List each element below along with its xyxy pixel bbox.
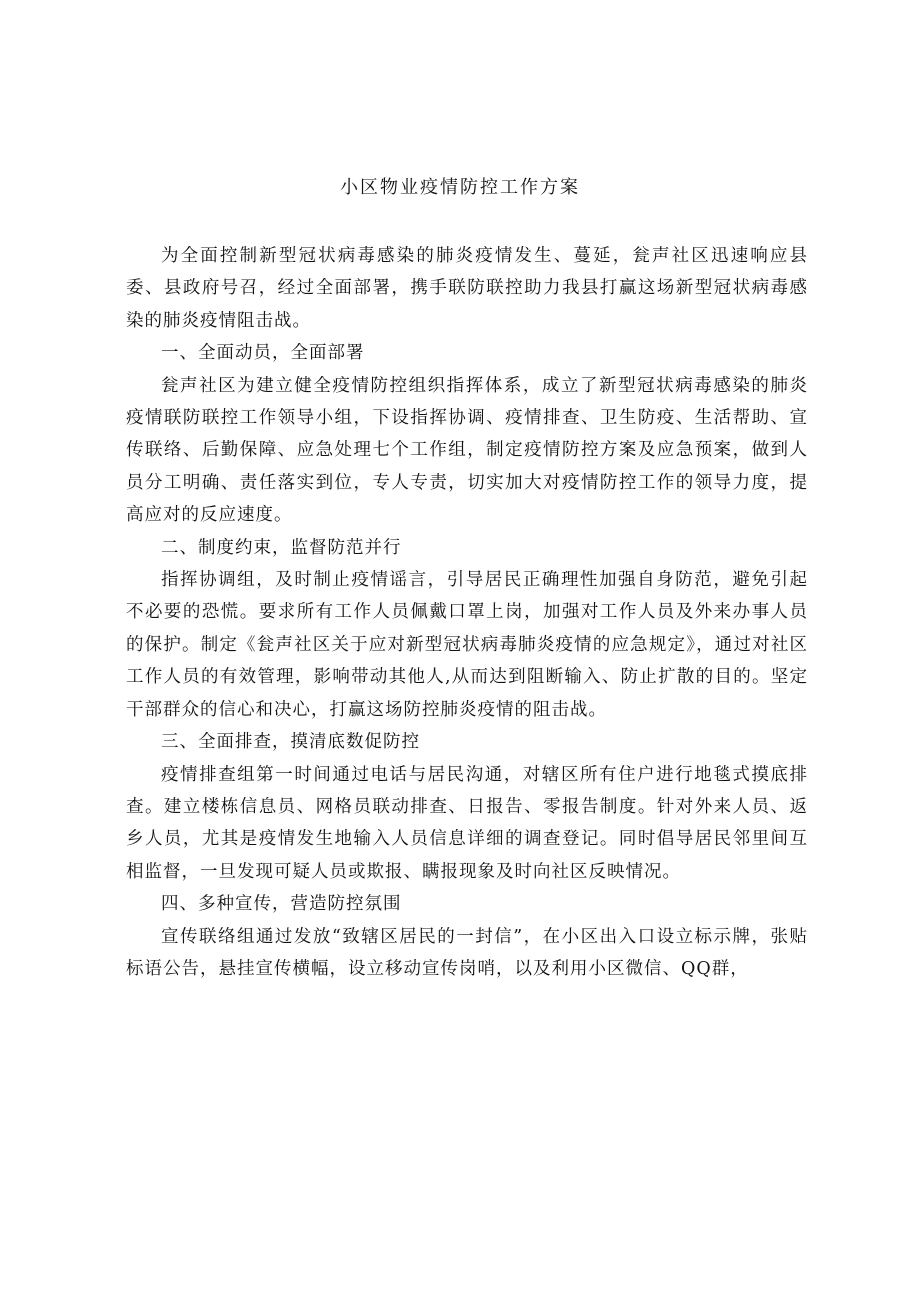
section-paragraph-4: 宣传联络组通过发放“致辖区居民的一封信”，在小区出入口设立标示牌，张贴标语公告，悬挂宣传横幅，设立移动宣传岗哨，以及利用小区微信、QQ群，: [126, 926, 808, 979]
section-heading-1: 一、全面动员，全面部署: [161, 343, 365, 364]
intro-paragraph: 为全面控制新型冠状病毒感染的肺炎疫情发生、蔓延，瓮声社区迅速响应县委、县政府号召，经过全面部署，携手联防联控助力我县打赢这场新型冠状病毒感染的肺炎疫情阻击战。: [126, 246, 808, 331]
section-heading-4: 四、多种宣传，营造防控氛围: [161, 894, 402, 915]
document-body: [126, 240, 808, 985]
document-title: 小区物业疫情防控工作方案: [340, 177, 580, 198]
section-heading-2: 二、制度约束，监督防范并行: [161, 537, 402, 558]
section-paragraph-3: 疫情排查组第一时间通过电话与居民沟通，对辖区所有住户进行地毯式摸底排查。建立楼栋信息员、网格员联动排查、日报告、零报告制度。针对外来人员、返乡人员，尤其是疫情发生地输入人员信息详细的调查登记。同时倡导居民邻里间互相监督，一旦发现可疑人员或欺报、瞒报现象及时向社区反映情况。: [126, 764, 808, 882]
section-heading-3: 三、全面排查，摸清底数促防控: [161, 732, 420, 753]
section-paragraph-2: 指挥协调组，及时制止疫情谣言，引导居民正确理性加强自身防范，避免引起不必要的恐慌。要求所有工作人员佩戴口罩上岗，加强对工作人员及外来办事人员的保护。制定《瓮声社区关于应对新型冠状病毒肺炎疫情的应急规定》，通过对社区工作人员的有效管理，影响带动其他人,从而达到阻断输入、防止扩散的目的。坚定干部群众的信心和决心，打赢这场防控肺炎疫情的阻击战。: [126, 570, 808, 720]
section-paragraph-1: 瓮声社区为建立健全疫情防控组织指挥体系，成立了新型冠状病毒感染的肺炎疫情联防联控工作领导小组，下设指挥协调、疫情排查、卫生防疫、生活帮助、宣传联络、后勤保障、应急处理七个工作组，制定疫情防控方案及应急预案，做到人员分工明确、责任落实到位，专人专责，切实加大对疫情防控工作的领导力度，提高应对的反应速度。: [126, 375, 808, 526]
